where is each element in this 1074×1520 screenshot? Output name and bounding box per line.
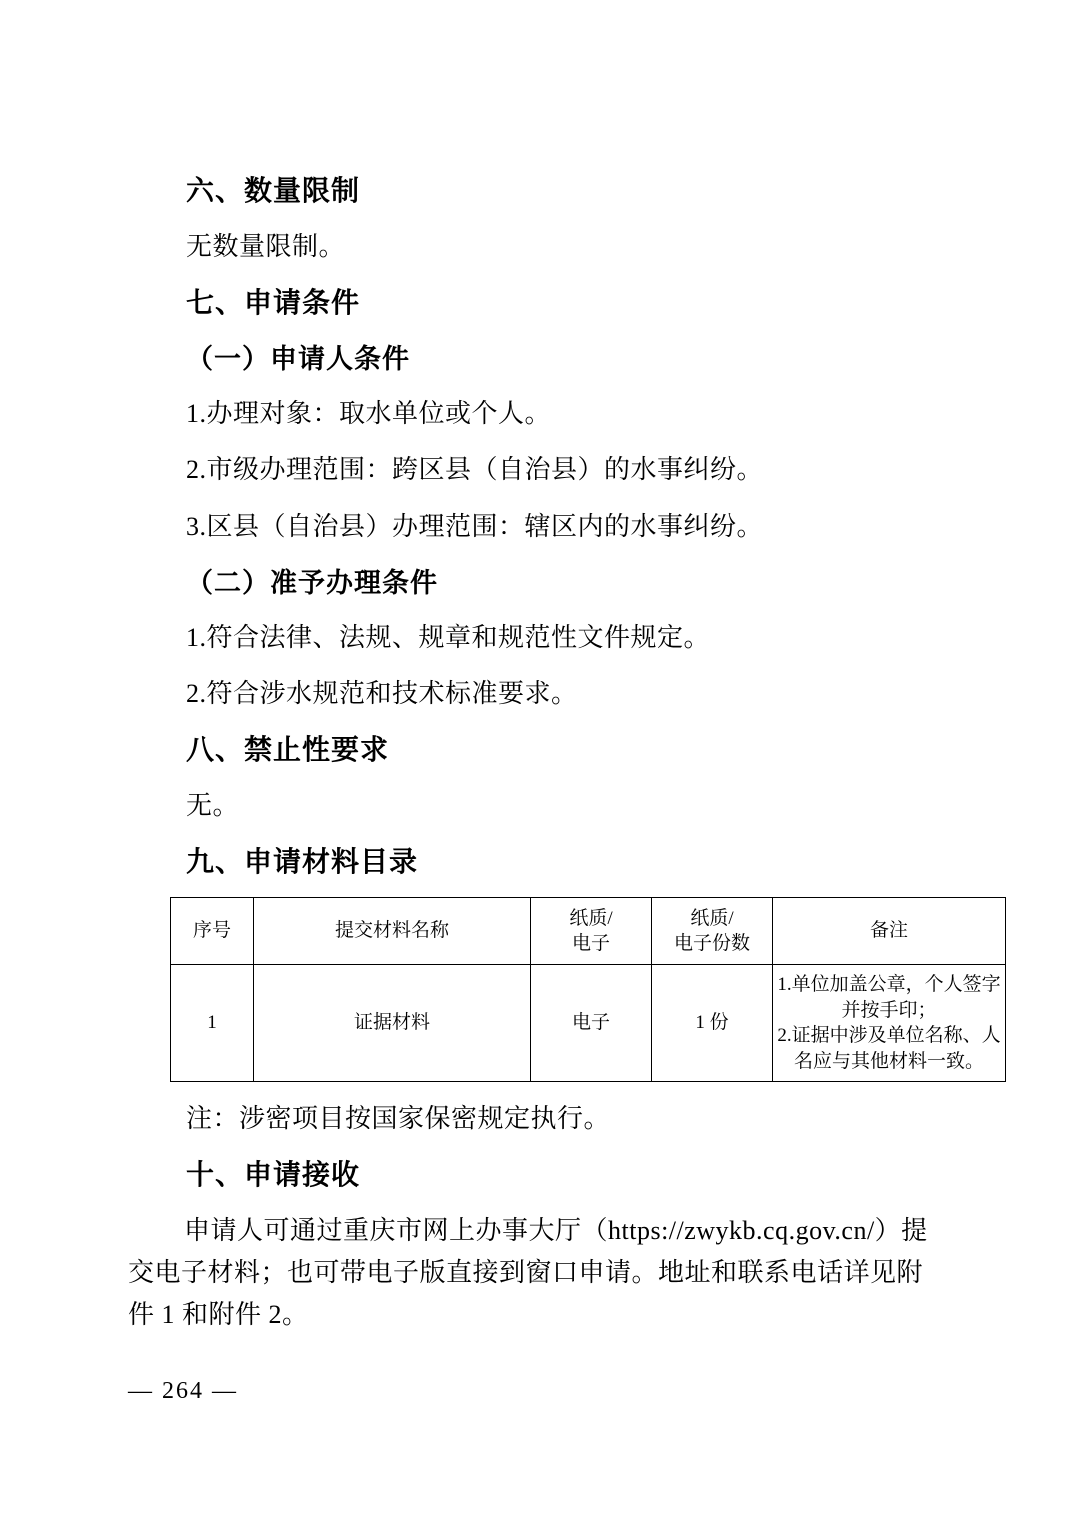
table-header-copies	[652, 898, 773, 965]
table-header-copies-line2: 电子份数	[673, 933, 750, 955]
table-header-format-line2: 电子	[571, 933, 610, 955]
table-header-copies-line1: 纸质/	[690, 907, 734, 929]
material-table-note: 注：涉密项目按国家保密规定执行。	[186, 1104, 611, 1134]
section-text-quantity-limit: 无数量限制。	[186, 232, 346, 261]
section-heading-material-list: 九、申请材料目录	[186, 845, 419, 879]
cell-no: 1	[171, 965, 254, 1082]
cell-remark-line3: 2.证据中涉及单位名称、人	[777, 1025, 1001, 1047]
table-header-row	[171, 898, 1006, 965]
table-header-remark: 备注	[773, 898, 1006, 965]
material-table-wrapper	[128, 897, 1001, 1082]
table-header-no: 序号	[171, 898, 254, 965]
cell-remark	[773, 965, 1006, 1082]
list-item-applicant-3: 3.区县（自治县）办理范围：辖区内的水事纠纷。	[186, 511, 764, 541]
section-heading-prohibitions: 八、禁止性要求	[186, 733, 390, 767]
subsection-heading-approval-conditions: （二）准予办理条件	[186, 567, 438, 598]
document-content	[128, 170, 1001, 1350]
list-item-applicant-1: 1.办理对象：取水单位或个人。	[186, 399, 552, 429]
table-header-format-line1: 纸质/	[569, 907, 613, 929]
cell-remark-line4: 名应与其他材料一致。	[793, 1050, 984, 1072]
cell-remark-line2: 并按手印；	[841, 999, 937, 1021]
page-number: — 264 —	[128, 1378, 238, 1404]
list-item-approval-2: 2.符合涉水规范和技术标准要求。	[186, 678, 578, 708]
table-row	[171, 965, 1006, 1082]
section-heading-application-conditions: 七、申请条件	[186, 286, 361, 320]
cell-material-name: 证据材料	[254, 965, 531, 1082]
subsection-heading-applicant-conditions: （一）申请人条件	[186, 344, 410, 375]
table-header-format	[531, 898, 652, 965]
list-item-applicant-2: 2.市级办理范围：跨区县（自治县）的水事纠纷。	[186, 455, 764, 485]
section-heading-quantity-limit: 六、数量限制	[186, 174, 361, 207]
list-item-approval-1: 1.符合法律、法规、规章和规范性文件规定。	[186, 622, 711, 652]
cell-copies: 1 份	[652, 965, 773, 1082]
table-header-material-name: 提交材料名称	[254, 898, 531, 965]
cell-remark-line1: 1.单位加盖公章，个人签字	[777, 973, 1001, 995]
section-text-prohibitions: 无。	[186, 791, 240, 821]
material-table	[170, 897, 1006, 1082]
section-text-application-receipt: 申请人可通过重庆市网上办事大厅（https://zwykb.cq.gov.cn/）提交电子材料；也可带电子版直接到窗口申请。地址和联系电话详见附件 1 和附件 2。	[128, 1215, 928, 1329]
cell-format: 电子	[531, 965, 652, 1082]
section-heading-application-receipt: 十、申请接收	[186, 1157, 361, 1191]
